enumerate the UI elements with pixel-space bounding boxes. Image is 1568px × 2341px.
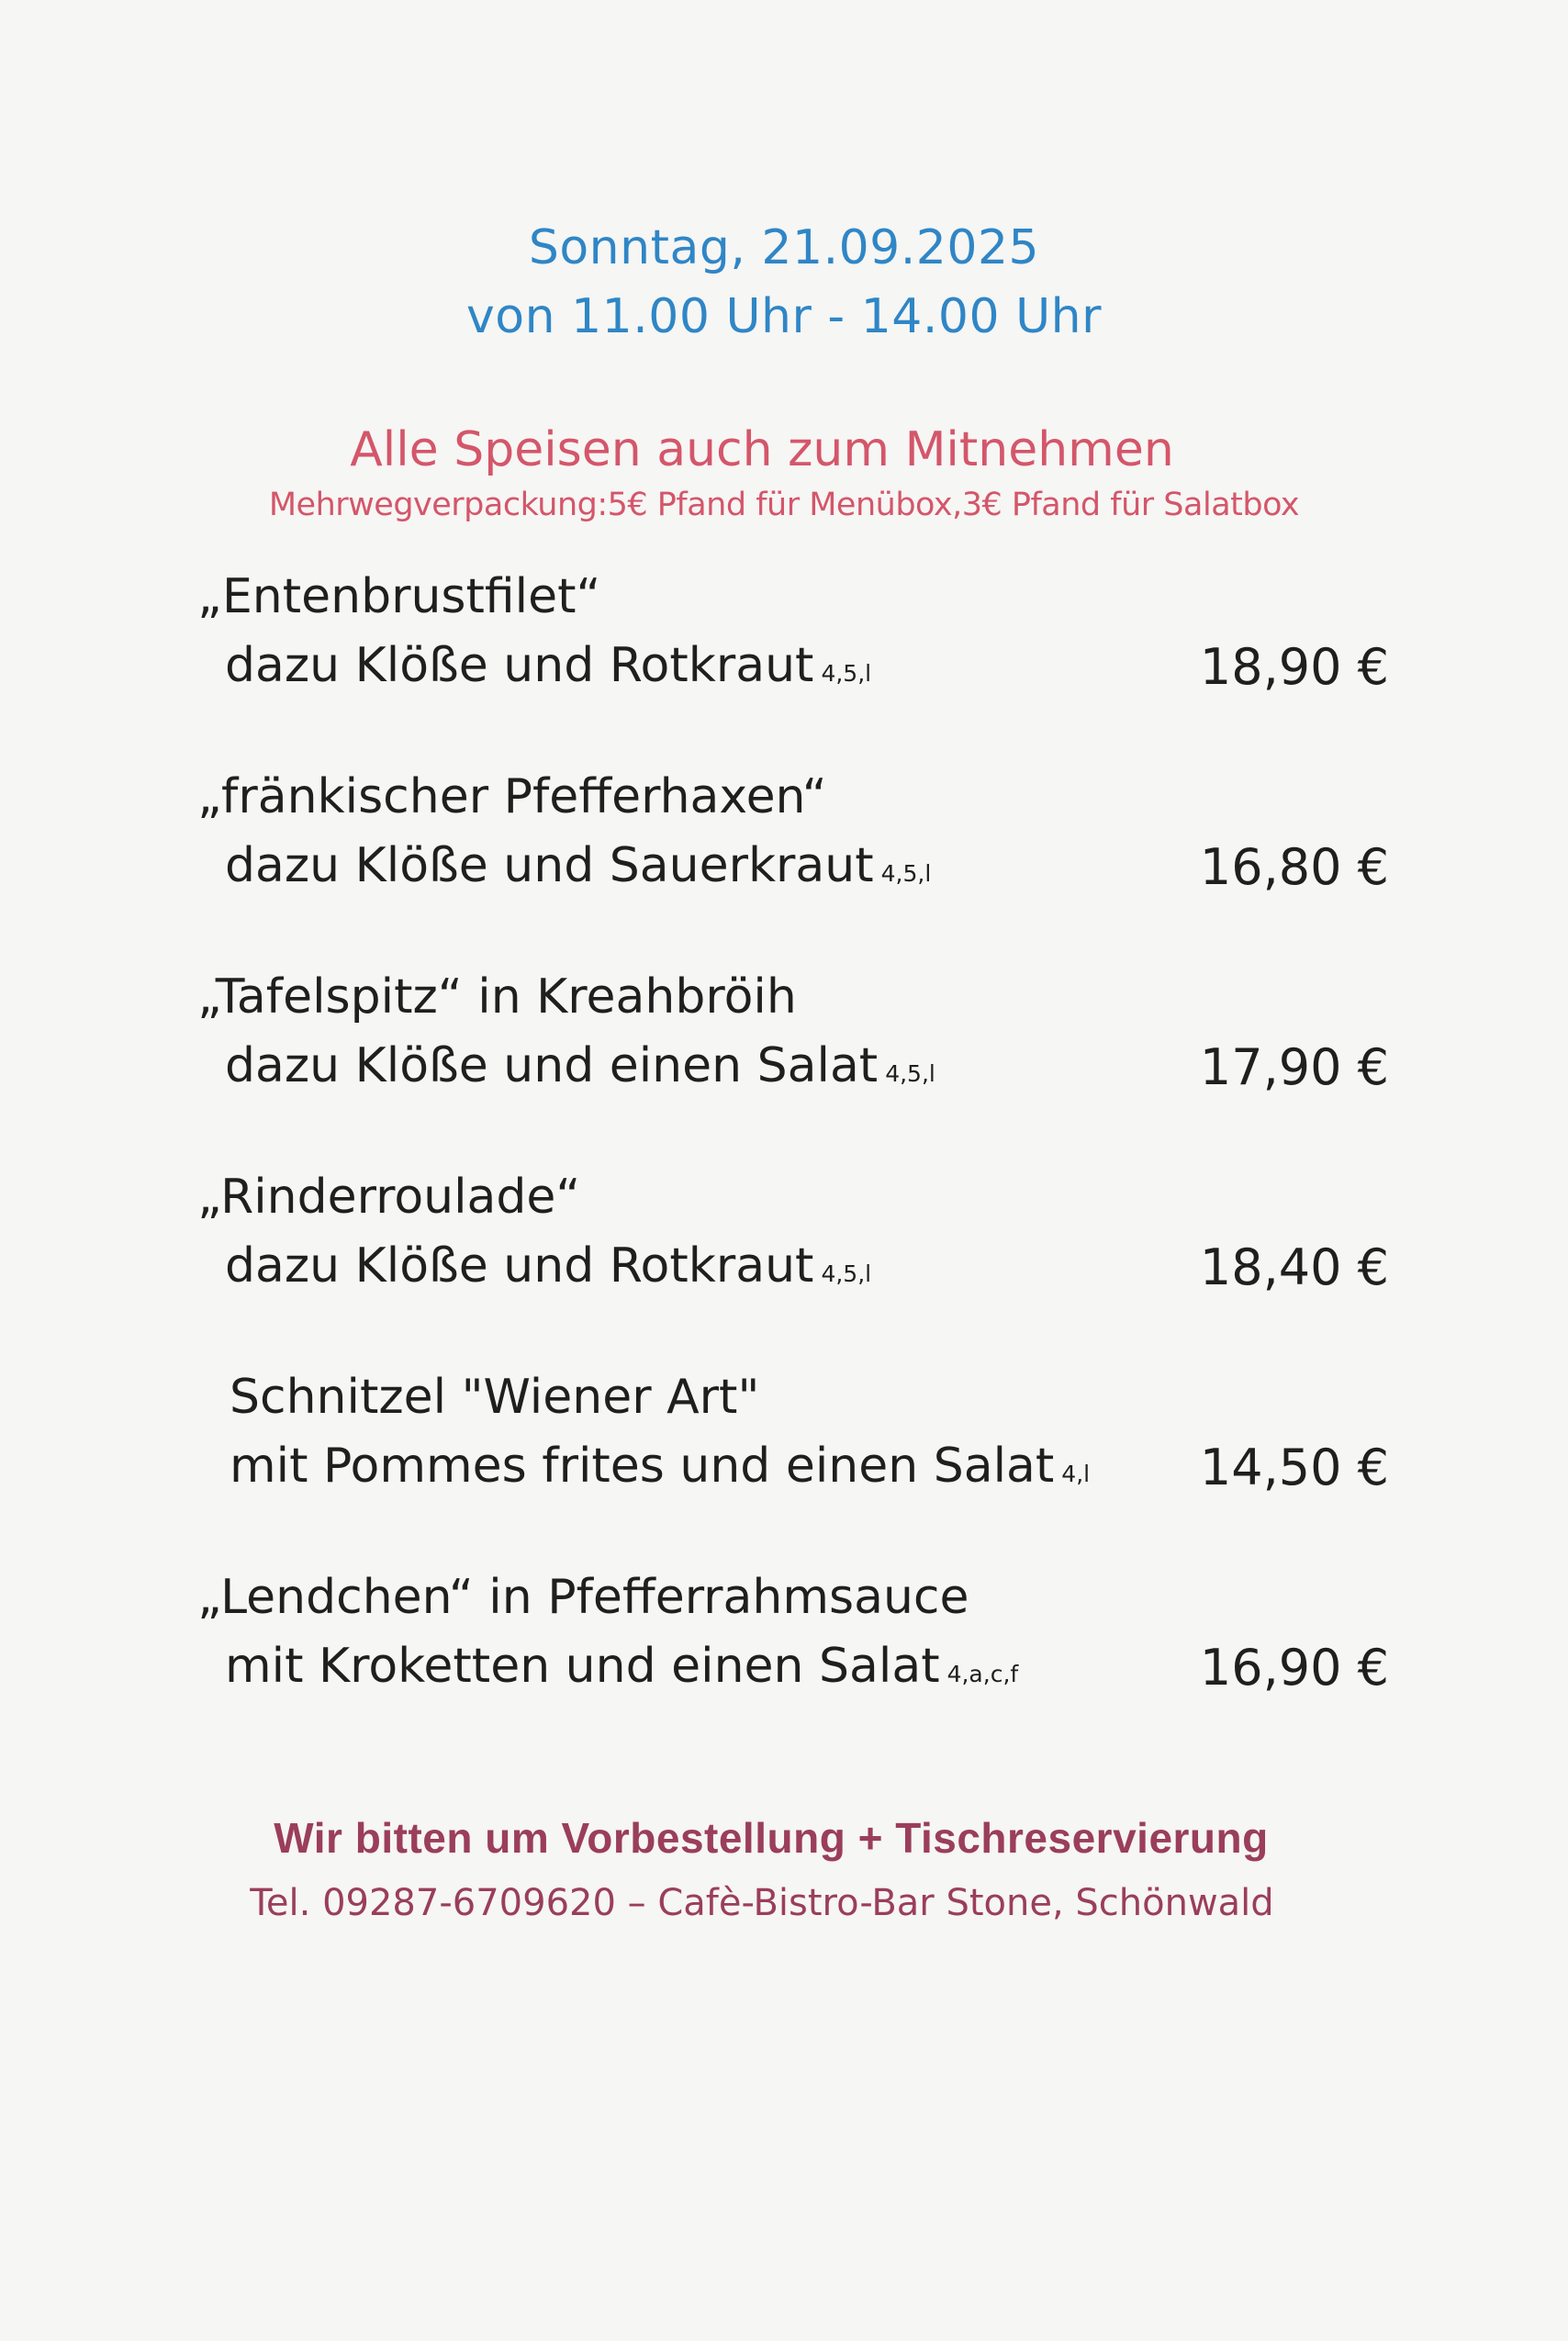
dish-name: „Rinderroulade“ [197, 1170, 581, 1225]
dish-description-text: mit Pommes frites und einen Salat [230, 1439, 1055, 1494]
menu-item [0, 969, 1568, 1116]
menu-list [0, 569, 1568, 1763]
dish-price: 14,50 € [1199, 1439, 1389, 1496]
allergen-codes: 4,5,l [885, 1060, 935, 1087]
dish-description [230, 1439, 1090, 1494]
dish-price: 18,40 € [1199, 1238, 1389, 1296]
allergen-codes: 4,5,l [821, 1260, 872, 1287]
dish-name: „Tafelspitz“ in Kreahbröih [197, 969, 797, 1025]
event-time: von 11.00 Uhr - 14.00 Uhr [466, 289, 1102, 344]
allergen-codes: 4,5,l [821, 660, 872, 687]
event-date: Sonntag, 21.09.2025 [528, 220, 1040, 275]
allergen-codes: 4,a,c,f [946, 1661, 1019, 1687]
contact-line: Tel. 09287-6709620 – Cafè-Bistro-Bar Stone, Schönwald [250, 1882, 1274, 1924]
takeaway-title: Alle Speisen auch zum Mitnehmen [350, 422, 1174, 477]
dish-price: 16,90 € [1199, 1639, 1389, 1697]
dish-description-text: dazu Klöße und Rotkraut [225, 1238, 814, 1294]
menu-item [0, 1370, 1568, 1517]
allergen-codes: 4,5,l [880, 860, 932, 887]
menu-item [0, 569, 1568, 716]
dish-price: 17,90 € [1199, 1038, 1389, 1096]
menu-item [0, 1570, 1568, 1717]
dish-description [225, 1038, 935, 1093]
dish-description-text: dazu Klöße und Sauerkraut [225, 838, 874, 893]
dish-name: Schnitzel "Wiener Art" [230, 1370, 760, 1425]
dish-description-text: dazu Klöße und einen Salat [225, 1038, 879, 1093]
packaging-note: Mehrwegverpackung:5€ Pfand für Menübox,3€ Pfand für Salatbox [268, 487, 1300, 523]
dish-name: „Lendchen“ in Pfefferrahmsauce [197, 1570, 969, 1625]
menu-item [0, 769, 1568, 916]
dish-description-text: mit Kroketten und einen Salat [225, 1639, 940, 1694]
dish-description [225, 1238, 871, 1294]
dish-price: 18,90 € [1199, 638, 1389, 696]
dish-price: 16,80 € [1199, 838, 1389, 896]
dish-description [225, 838, 931, 893]
menu-item [0, 1170, 1568, 1316]
dish-description [225, 1639, 1018, 1694]
dish-name: „Entenbrustfilet“ [197, 569, 601, 624]
allergen-codes: 4,l [1061, 1461, 1091, 1487]
dish-name: „fränkischer Pfefferhaxen“ [197, 769, 827, 824]
dish-description-text: dazu Klöße und Rotkraut [225, 638, 814, 693]
reservation-note: Wir bitten um Vorbestellung + Tischreservierung [274, 1814, 1269, 1862]
dish-description [225, 638, 871, 693]
